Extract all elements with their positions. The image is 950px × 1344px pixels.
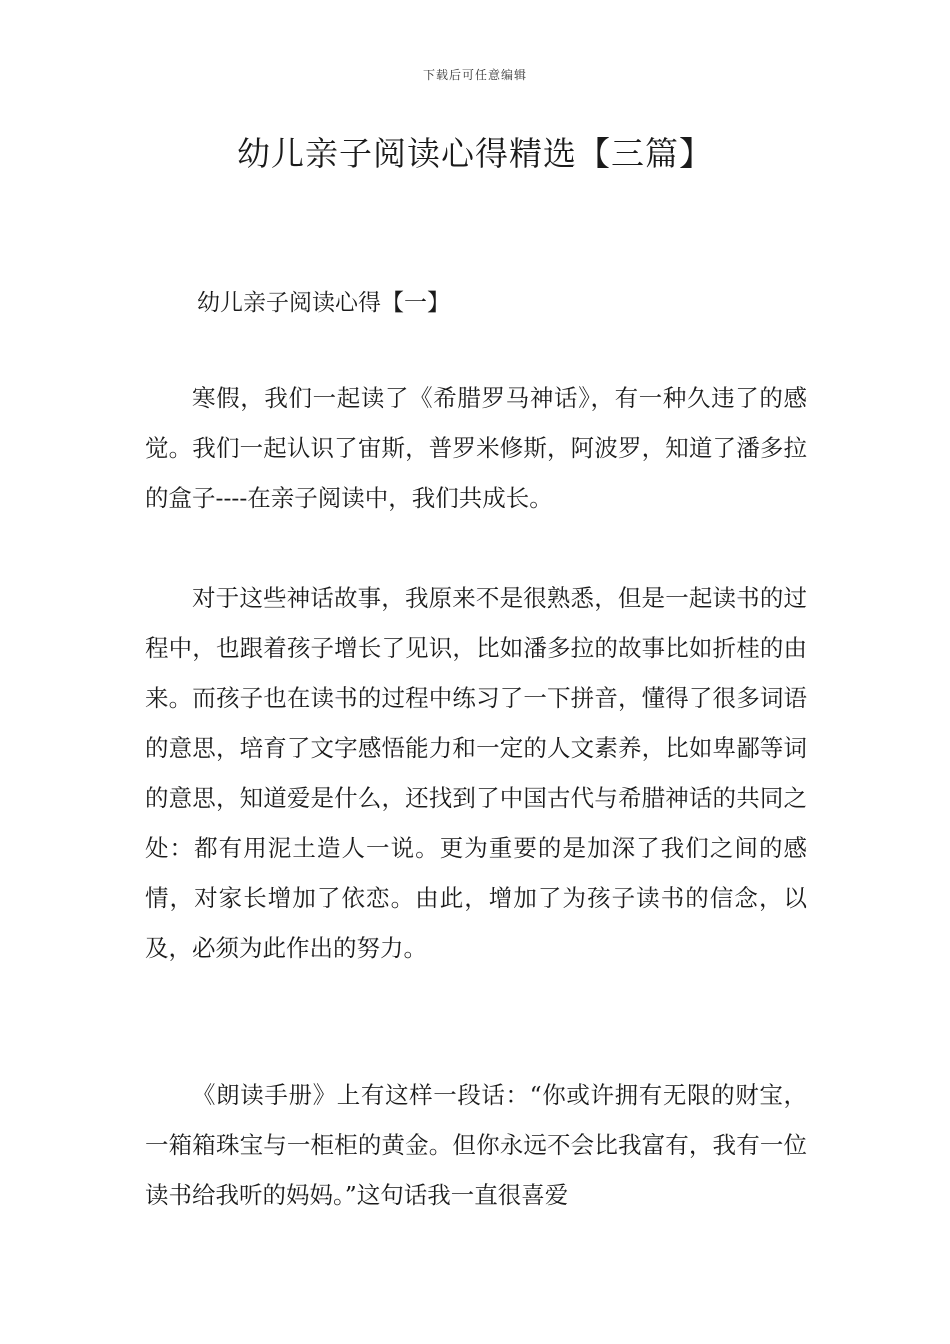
document-title: 幼儿亲子阅读心得精选【三篇】 (237, 134, 713, 173)
paragraph: 《朗读手册》上有这样一段话：“你或许拥有无限的财宝，一箱箱珠宝与一柜柜的黄金。但你永远不会比我富有，我有一位读书给我听的妈妈。”这句话我一直很喜爱 (145, 1081, 807, 1209)
paragraph: 对于这些神话故事，我原来不是很熟悉，但是一起读书的过程中，也跟着孩子增长了见识，比如潘多拉的故事比如折桂的由来。而孩子也在读书的过程中练习了一下拼音，懂得了很多词语的意思，培育了文字感悟能力和一定的人文素养，比如卑鄙等词的意思，知道爱是什么，还找到了中国古代与希腊神话的共同之处：都有用泥土造人一说。更为重要的是加深了我们之间的感情，对家长增加了依恋。由此，增加了为孩子读书的信念，以及，必须为此作出的努力。 (145, 584, 807, 962)
paragraph: 寒假，我们一起读了《希腊罗马神话》，有一种久违了的感觉。我们一起认识了宙斯，普罗米修斯，阿波罗，知道了潘多拉的盒子----在亲子阅读中，我们共成长。 (145, 384, 807, 512)
section-title: 幼儿亲子阅读心得【一】 (197, 290, 450, 316)
header-note: 下载后可任意编辑 (422, 68, 527, 82)
